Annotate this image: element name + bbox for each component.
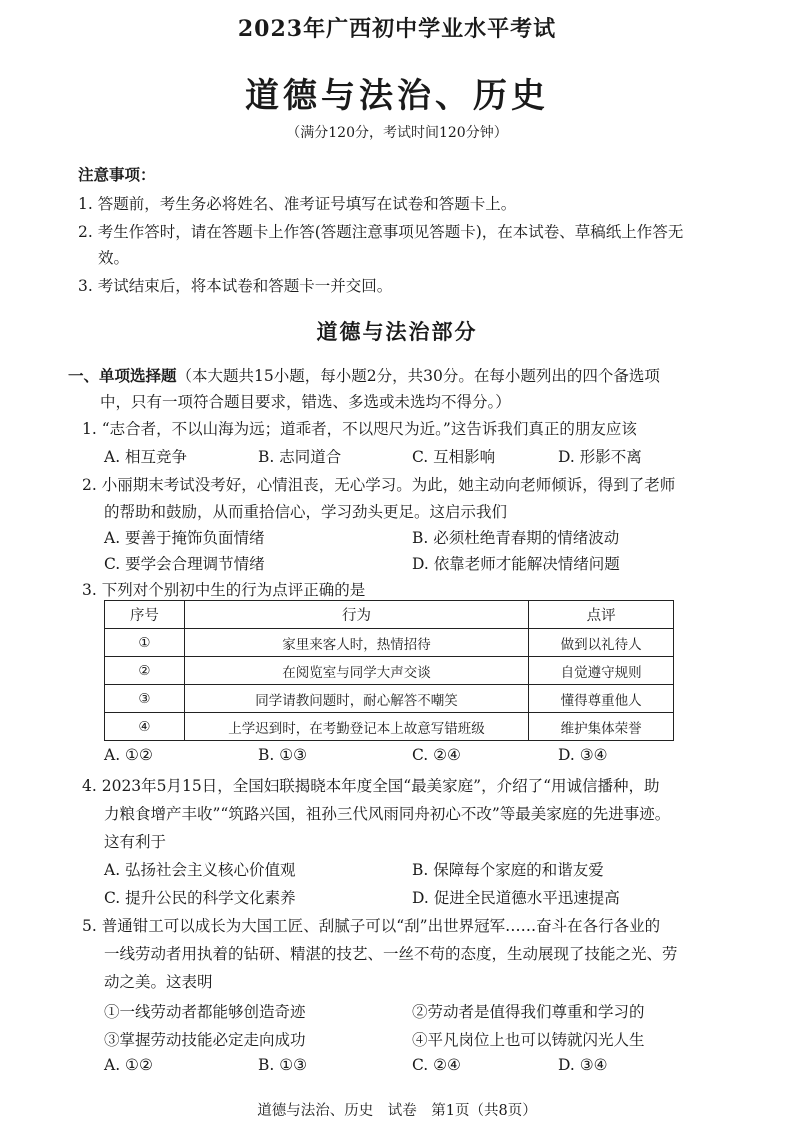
table-header-cell: 行为 — [184, 601, 528, 629]
table-cell: 上学迟到时，在考勤登记本上故意写错班级 — [184, 713, 528, 741]
part-desc-line1 — [68, 364, 660, 386]
q5-statement: ②劳动者是值得我们尊重和学习的 — [412, 1003, 645, 1021]
q5-option-a: A. ①② — [104, 1056, 153, 1074]
notes-item: 3. 考试结束后，将本试卷和答题卡一并交回。 — [78, 277, 393, 295]
q1-option-c: C. 互相影响 — [412, 448, 496, 466]
table-cell: 做到以礼待人 — [529, 629, 674, 657]
q5-statement: ③掌握劳动技能必定走向成功 — [104, 1031, 306, 1049]
q5-stem-cont: 一线劳动者用执着的钻研、精湛的技艺、一丝不苟的态度，生动展现了技能之光、劳 — [104, 945, 678, 963]
q3-option-a: A. ①② — [104, 746, 153, 764]
q3-option-d: D. ③④ — [558, 746, 608, 764]
q5-option-c: C. ②④ — [412, 1056, 461, 1074]
page-footer: 道德与法治、历史 试卷 第1页（共8页） — [257, 1103, 537, 1119]
q3-stem: 3. 下列对个别初中生的行为点评正确的是 — [82, 581, 366, 599]
part-desc-line2: 中，只有一项符合题目要求，错选、多选或未选均不得分。） — [100, 393, 511, 411]
q2-option-c: C. 要学会合理调节情绪 — [104, 555, 265, 573]
table-row — [105, 657, 674, 685]
table-row — [105, 713, 674, 741]
q2-stem-cont: 的帮助和鼓励，从而重拾信心，学习劲头更足。这启示我们 — [104, 503, 508, 521]
notes-item: 1. 答题前，考生务必将姓名、准考证号填写在试卷和答题卡上。 — [78, 195, 517, 213]
table-header-row — [105, 601, 674, 629]
subject-title: 道德与法治、历史 — [245, 76, 549, 116]
table-cell: 懂得尊重他人 — [529, 685, 674, 713]
q5-option-b: B. ①③ — [258, 1056, 308, 1074]
q2-option-a: A. 要善于掩饰负面情绪 — [104, 529, 265, 547]
table-row — [105, 629, 674, 657]
table-cell: 维护集体荣誉 — [529, 713, 674, 741]
q5-stem-cont: 动之美。这表明 — [104, 973, 213, 991]
section-title: 道德与法治部分 — [316, 319, 478, 344]
table-header-cell: 序号 — [105, 601, 185, 629]
notes-item: 效。 — [98, 249, 130, 267]
table-cell: ① — [105, 629, 185, 657]
notes-title: 注意事项： — [78, 165, 156, 184]
q1-option-a: A. 相互竞争 — [104, 448, 188, 466]
q4-stem: 4. 2023年5月15日，全国妇联揭晓本年度全国“最美家庭”，介绍了“用诚信播种，助 — [82, 777, 660, 795]
part-desc-text: （本大题共15小题，每小题2分，共30分。在每小题列出的四个备选项 — [176, 367, 660, 385]
table-header-cell: 点评 — [529, 601, 674, 629]
q3-option-c: C. ②④ — [412, 746, 461, 764]
q5-option-d: D. ③④ — [558, 1056, 608, 1074]
table-cell: ③ — [105, 685, 185, 713]
q4-option-c: C. 提升公民的科学文化素养 — [104, 889, 296, 907]
q1-option-d: D. 形影不离 — [558, 448, 642, 466]
q1-option-b: B. 志同道合 — [258, 448, 342, 466]
q5-statement: ①一线劳动者都能够创造奇迹 — [104, 1003, 306, 1021]
table-cell: 在阅览室与同学大声交谈 — [184, 657, 528, 685]
q1-stem: 1. “志合者，不以山海为远；道乖者，不以咫尺为近。”这告诉我们真正的朋友应该 — [82, 420, 637, 438]
table-cell: 同学请教问题时，耐心解答不嘲笑 — [184, 685, 528, 713]
part-heading: 一、单项选择题 — [68, 366, 177, 385]
q5-statement: ④平凡岗位上也可以铸就闪光人生 — [412, 1031, 645, 1049]
q2-stem: 2. 小丽期末考试没考好，心情沮丧，无心学习。为此，她主动向老师倾诉，得到了老师 — [82, 476, 676, 494]
q4-option-a: A. 弘扬社会主义核心价值观 — [104, 861, 296, 879]
table-cell: 家里来客人时，热情招待 — [184, 629, 528, 657]
table-cell: ④ — [105, 713, 185, 741]
q4-stem-cont: 力粮食增产丰收”“筑路兴国，祖孙三代风雨同舟初心不改”等最美家庭的先进事迹。 — [104, 805, 671, 823]
q4-option-d: D. 促进全民道德水平迅速提高 — [412, 889, 620, 907]
table-cell: ② — [105, 657, 185, 685]
q4-option-b: B. 保障每个家庭的和谐友爱 — [412, 861, 604, 879]
table-row — [105, 685, 674, 713]
q3-option-b: B. ①③ — [258, 746, 308, 764]
q4-stem-cont: 这有利于 — [104, 833, 167, 851]
table-cell: 自觉遵守规则 — [529, 657, 674, 685]
notes-item: 2. 考生作答时，请在答题卡上作答(答题注意事项见答题卡)，在本试卷、草稿纸上作答无 — [78, 223, 684, 241]
q2-option-d: D. 依靠老师才能解决情绪问题 — [412, 555, 620, 573]
exam-title: 2023年广西初中学业水平考试 — [237, 16, 557, 42]
q5-stem: 5. 普通钳工可以成长为大国工匠、刮腻子可以“刮”出世界冠军……奋斗在各行各业的 — [82, 917, 661, 935]
q3-table — [104, 600, 674, 741]
exam-info: （满分120分，考试时间120分钟） — [286, 125, 508, 141]
q2-option-b: B. 必须杜绝青春期的情绪波动 — [412, 529, 620, 547]
